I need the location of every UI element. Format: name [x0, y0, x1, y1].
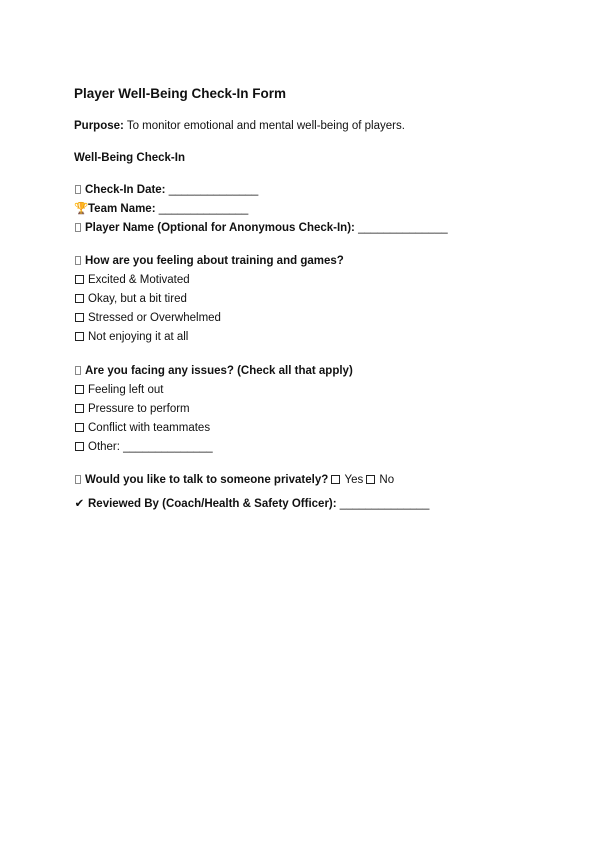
feeling-question-text: How are you feeling about training and games?	[85, 255, 344, 267]
issue-option[interactable]	[74, 421, 210, 435]
option-label: Other: ______________	[88, 441, 213, 453]
team-name-field[interactable]	[74, 202, 248, 216]
reviewed-by-field[interactable]	[74, 497, 429, 511]
speech-icon	[75, 475, 81, 484]
player-name-blank: ______________	[358, 222, 448, 234]
checkbox-icon[interactable]	[75, 385, 84, 394]
issues-question-text: Are you facing any issues? (Check all that apply)	[85, 365, 353, 377]
player-name-field[interactable]	[74, 221, 448, 235]
option-label: Not enjoying it at all	[88, 331, 189, 343]
issue-option[interactable]	[74, 383, 163, 397]
option-label: Okay, but a bit tired	[88, 293, 187, 305]
option-label: Excited & Motivated	[88, 274, 190, 286]
warning-icon	[75, 366, 81, 375]
option-label: Stressed or Overwhelmed	[88, 312, 221, 324]
player-icon	[75, 223, 81, 232]
check-in-date-blank: ______________	[168, 184, 259, 196]
checkbox-icon[interactable]	[75, 442, 84, 451]
checkbox-icon[interactable]	[75, 313, 84, 322]
team-name-blank: ______________	[158, 203, 249, 215]
yes-label: Yes	[344, 474, 364, 486]
issue-option[interactable]	[74, 402, 190, 416]
option-label: Pressure to perform	[88, 403, 190, 415]
issues-question	[74, 364, 353, 378]
checkbox-icon[interactable]	[75, 275, 84, 284]
checkmark-icon: ✔	[74, 498, 85, 510]
reviewed-by-blank: ______________	[339, 498, 430, 510]
option-label: Feeling left out	[88, 384, 164, 396]
feeling-option[interactable]	[74, 273, 190, 287]
no-label: No	[379, 474, 395, 486]
feeling-question	[74, 254, 344, 268]
feeling-option[interactable]	[74, 292, 187, 306]
purpose-text: To monitor emotional and mental well-being of players.	[126, 120, 405, 132]
calendar-icon	[75, 185, 81, 194]
reviewed-by-label: Reviewed By (Coach/Health & Safety Officer):	[88, 498, 337, 510]
section-title: Well-Being Check-In	[74, 152, 185, 164]
private-talk-question	[74, 473, 394, 487]
purpose-label: Purpose:	[74, 120, 124, 132]
player-name-label: Player Name (Optional for Anonymous Check-In):	[85, 222, 355, 234]
check-in-date-label: Check-In Date:	[85, 184, 166, 196]
check-in-date-field[interactable]	[74, 183, 258, 197]
checkbox-icon[interactable]	[75, 404, 84, 413]
form-title: Player Well-Being Check-In Form	[74, 86, 287, 101]
checkbox-icon[interactable]	[75, 423, 84, 432]
no-checkbox[interactable]	[366, 475, 375, 484]
checkbox-icon[interactable]	[75, 332, 84, 341]
issue-option[interactable]	[74, 440, 213, 454]
purpose-line	[74, 120, 405, 132]
feeling-option[interactable]	[74, 330, 188, 344]
team-name-label: Team Name:	[88, 203, 156, 215]
question-icon	[75, 256, 81, 265]
checkbox-icon[interactable]	[75, 294, 84, 303]
private-talk-question-text: Would you like to talk to someone privately?	[85, 474, 329, 486]
yes-checkbox[interactable]	[331, 475, 340, 484]
feeling-option[interactable]	[74, 311, 221, 325]
option-label: Conflict with teammates	[88, 422, 211, 434]
trophy-icon: 🏆	[74, 203, 89, 215]
